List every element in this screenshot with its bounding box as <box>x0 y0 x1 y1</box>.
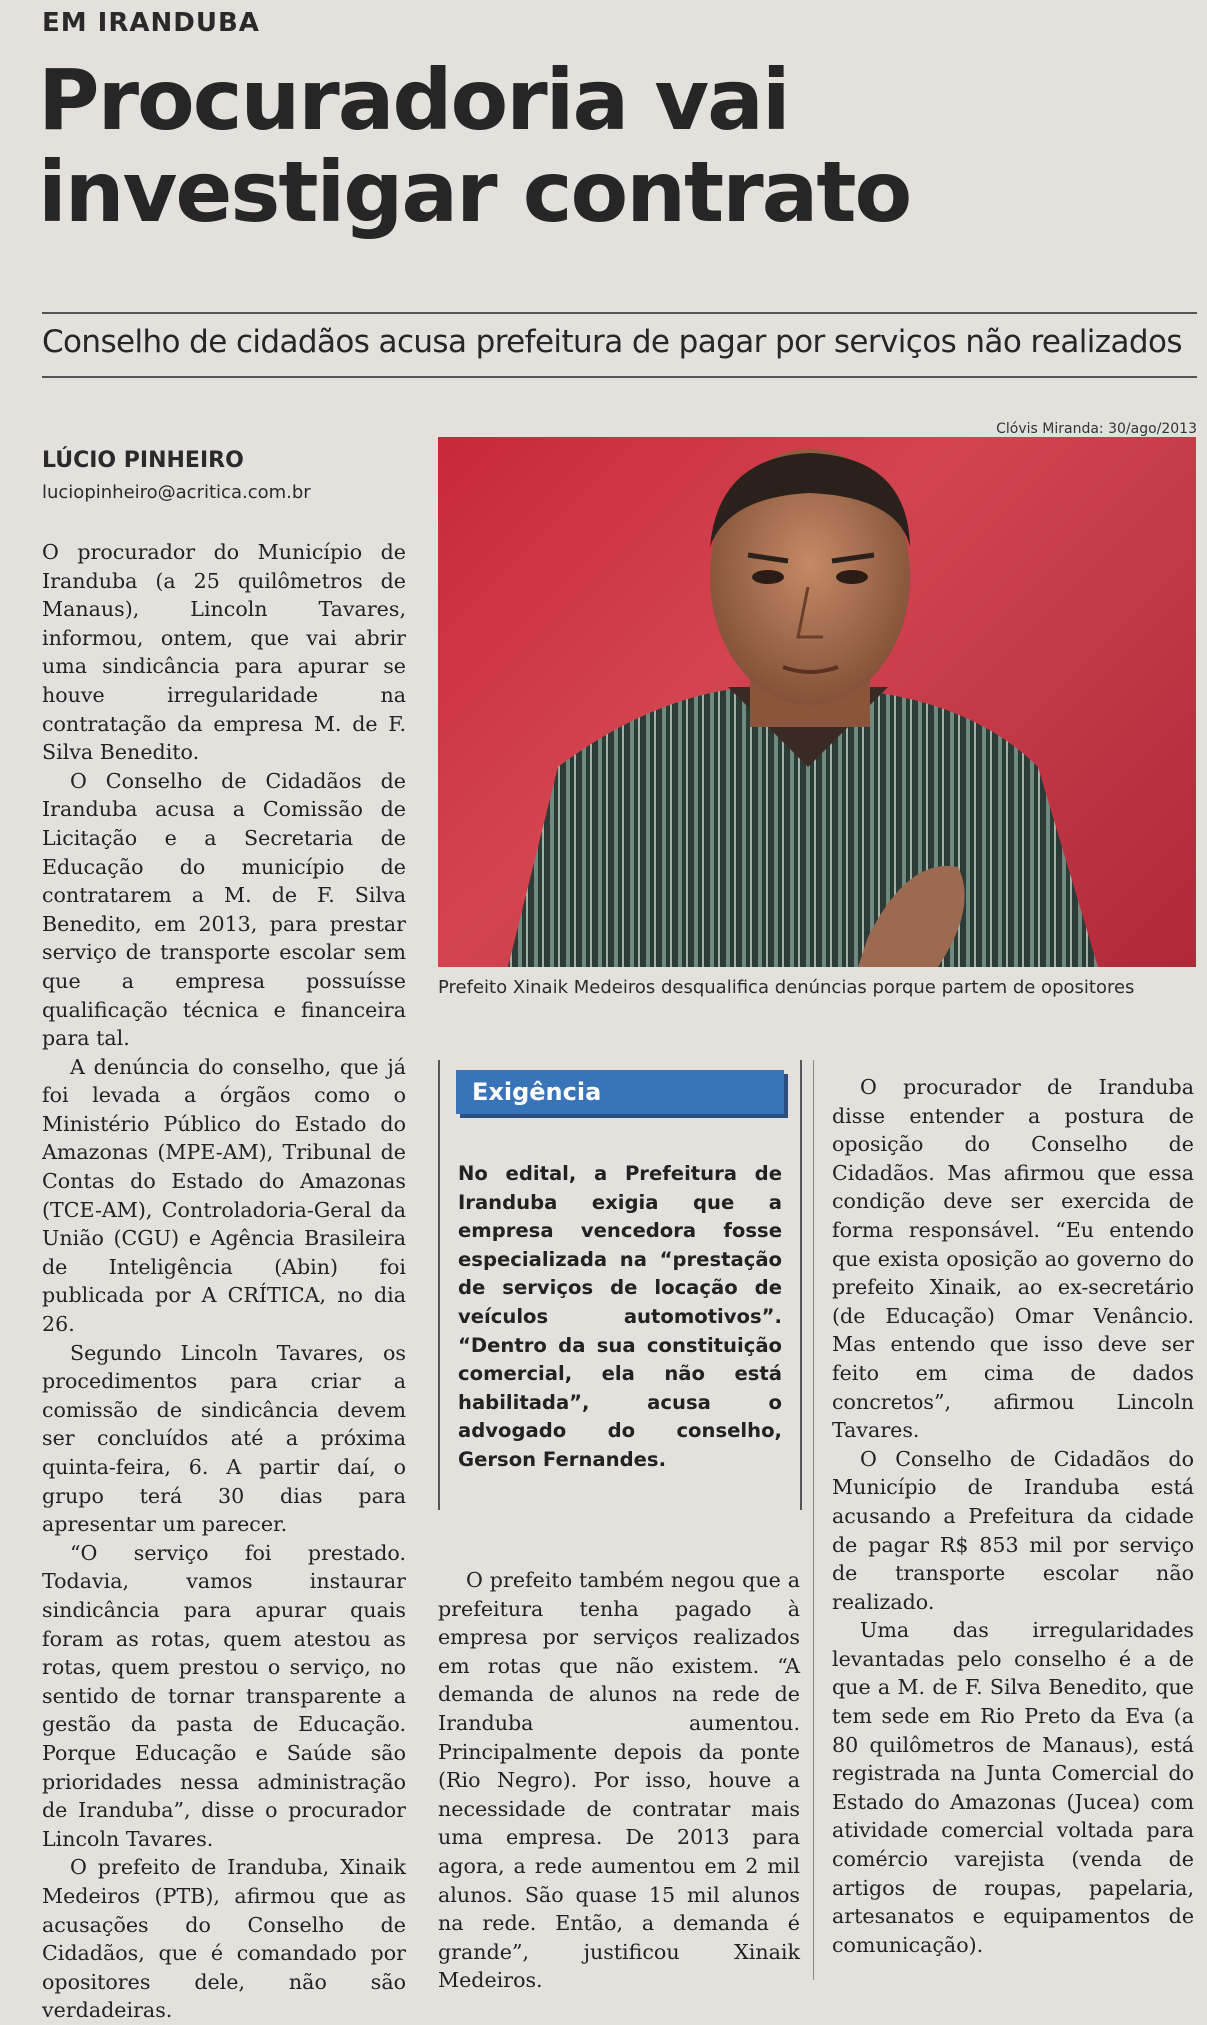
paragraph: O prefeito de Iranduba, Xinaik Medeiros (PTB), afirmou que as acusações do Conselho de Cidadãos, que é comandado por opositores dele, não são verdadeiras. <box>42 1855 406 2023</box>
paragraph: Uma das irregularidades levantadas pelo conselho é a de que a M. de F. Silva Benedito, que tem sede em Rio Preto da Eva (a 80 quilômetros de Manaus), está registrada na Junta Comercial do Estado do Amazonas (Jucea) com atividade comercial voltada para comércio varejista (venda de artigos de roupas, papelaria, artesanatos e equipamentos de comunicação). <box>832 1618 1194 1957</box>
author-email[interactable]: luciopinheiro@acritica.com.br <box>42 482 311 503</box>
author-name: LÚCIO PINHEIRO <box>42 448 244 473</box>
column-divider <box>813 1060 814 1980</box>
paragraph: O Conselho de Cidadãos do Município de Iranduba está acusando a Prefeitura da cidade de pagar R$ 853 mil por serviço de transporte escolar não realizado. <box>832 1446 1194 1614</box>
photo-caption: Prefeito Xinaik Medeiros desqualifica denúncias porque partem de opositores <box>438 977 1135 998</box>
paragraph: O procurador do Município de Iranduba (a 25 quilômetros de Manaus), Lincoln Tavares, informou, ontem, que vai abrir uma sindicância para apurar se houve irregularidade na contratação da empresa M. de F. Silva Benedito. <box>42 540 406 765</box>
portrait-illustration <box>438 437 1196 967</box>
section-kicker: EM IRANDUBA <box>42 8 260 38</box>
rule-top <box>42 312 1197 314</box>
column-2 <box>438 1566 800 1995</box>
paragraph: “O serviço foi prestado. Todavia, vamos instaurar sindicância para apurar quais foram as rotas, quem atestou as rotas, quem prestou o serviço, no sentido de tornar transparente a gestão da pasta de Educação. Porque Educação e Saúde são prioridades nessa administração de Iranduba”, disse o procurador Lincoln Tavares. <box>42 1540 406 1851</box>
article-photo <box>438 437 1196 967</box>
column-3 <box>832 1073 1194 1959</box>
rule-bottom <box>42 376 1197 378</box>
photo-credit: Clóvis Miranda: 30/ago/2013 <box>996 421 1197 437</box>
paragraph: Segundo Lincoln Tavares, os procedimentos para criar a comissão de sindicância devem ser concluídos até a próxima quinta-feira, 6. A partir daí, o grupo terá 30 dias para apresentar um parecer. <box>42 1340 406 1537</box>
paragraph: A denúncia do conselho, que já foi levada a órgãos como o Ministério Público do Estado do Amazonas (MPE-AM), Tribunal de Contas do Estado do Amazonas (TCE-AM), Controladoria-Geral da União (CGU) e Agência Brasileira de Inteligência (Abin) foi publicada por A CRÍTICA, no dia 26. <box>42 1054 406 1337</box>
subheadline: Conselho de cidadãos acusa prefeitura de pagar por serviços não realizados <box>42 324 1182 360</box>
paragraph: O procurador de Iranduba disse entender a postura de oposição do Conselho de Cidadãos. Mas afirmou que essa condição deve ser exercida de forma responsável. “Eu entendo que exista oposição ao governo do prefeito Xinaik, ao ex-secretário (de Educação) Omar Venâncio. Mas entendo que isso deve ser feito em cima de dados concretos”, afirmou Lincoln Tavares. <box>832 1075 1194 1443</box>
paragraph: O prefeito também negou que a prefeitura tenha pagado à empresa por serviços realizados em rotas que não existem. “A demanda de alunos na rede de Iranduba aumentou. Principalmente depois da ponte (Rio Negro). Por isso, houve a necessidade de contratar mais uma empresa. De 2013 para agora, a rede aumentou em 2 mil alunos. São quase 15 mil alunos na rede. Então, a demanda é grande”, justificou Xinaik Medeiros. <box>438 1568 800 1993</box>
paragraph: O Conselho de Cidadãos de Iranduba acusa a Comissão de Licitação e a Secretaria de Educação do município de contratarem a M. de F. Silva Benedito, em 2013, para prestar serviço de transporte escolar sem que a empresa possuísse qualificação técnica e financeira para tal. <box>42 768 406 1051</box>
headline: Procuradoria vai investigar contrato <box>38 51 911 241</box>
sidebar-text: No edital, a Prefeitura de Iranduba exigia que a empresa vencedora fosse especializada na “prestação de serviços de locação de veículos automotivos”. “Dentro da sua constituição comercial, ela não está habilitada”, acusa o advogado do conselho, Gerson Fernandes. <box>458 1162 782 1471</box>
sidebar-box <box>438 1060 802 1510</box>
sidebar-title: Exigência <box>456 1070 784 1114</box>
column-1 <box>42 538 406 2025</box>
